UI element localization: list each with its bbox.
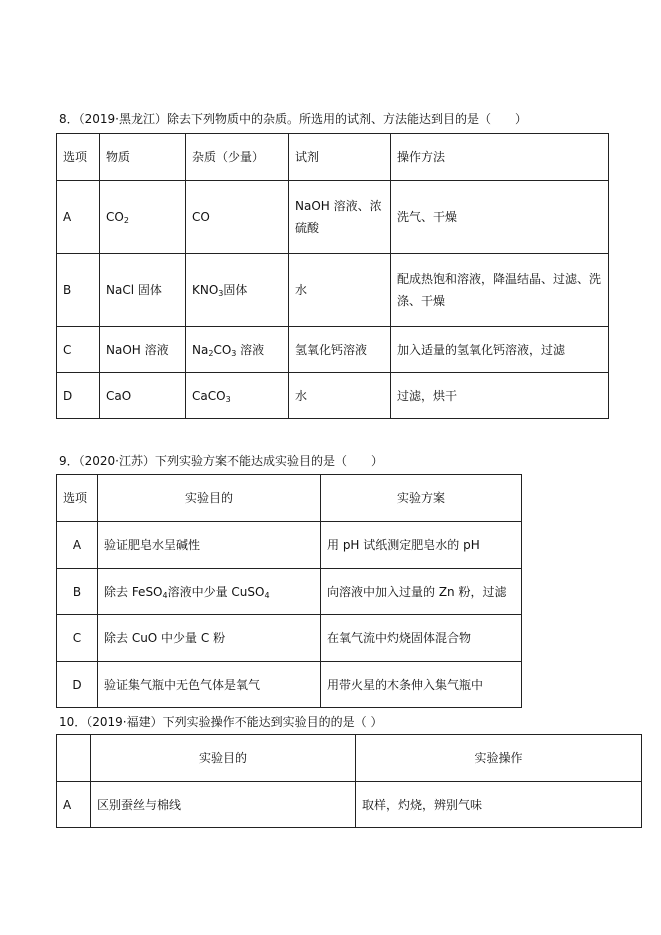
table-header-row <box>57 134 609 181</box>
substance-cell: CaO <box>100 373 186 419</box>
table-row <box>57 327 609 373</box>
option-cell: C <box>57 615 98 662</box>
header-cell <box>57 735 91 782</box>
option-cell: B <box>57 254 100 327</box>
option-cell: C <box>57 327 100 373</box>
option-cell: A <box>57 181 100 254</box>
option-cell: D <box>57 662 98 708</box>
goal-cell: 区别蚕丝与棉线 <box>91 782 356 828</box>
table-row <box>57 181 609 254</box>
method-cell: 加入适量的氢氧化钙溶液，过滤 <box>391 327 609 373</box>
table-header-row <box>57 735 642 782</box>
substance-cell: $CO_2$ <box>100 181 186 254</box>
header-cell: 物质 <box>100 134 186 181</box>
header-cell: 实验方案 <box>321 475 522 522</box>
header-cell: 操作方法 <box>391 134 609 181</box>
header-cell: 实验操作 <box>356 735 642 782</box>
question-9-table <box>56 474 522 708</box>
plan-cell: 用 pH 试纸测定肥皂水的 pH <box>321 522 522 569</box>
impurity-cell: CO <box>186 181 289 254</box>
question-9-title: 9．（2020·江苏）下列实验方案不能达成实验目的是（ ） <box>59 454 383 468</box>
goal-cell: 除去 FeSO$_4$溶液中少量 CuSO$_4$ <box>98 569 321 615</box>
impurity-cell: CaCO$_3$ <box>186 373 289 419</box>
operation-cell: 取样，灼烧，辨别气味 <box>356 782 642 828</box>
method-cell: 洗气、干燥 <box>391 181 609 254</box>
goal-cell: 验证肥皂水呈碱性 <box>98 522 321 569</box>
plan-cell: 用带火星的木条伸入集气瓶中 <box>321 662 522 708</box>
table-row <box>57 373 609 419</box>
plan-cell: 向溶液中加入过量的 Zn 粉，过滤 <box>321 569 522 615</box>
option-cell: A <box>57 522 98 569</box>
goal-cell: 除去 CuO 中少量 C 粉 <box>98 615 321 662</box>
header-cell: 试剂 <box>289 134 391 181</box>
impurity-cell: $KNO_3$固体 <box>186 254 289 327</box>
option-cell: A <box>57 782 91 828</box>
header-cell: 选项 <box>57 475 98 522</box>
reagent-cell: 水 <box>289 373 391 419</box>
reagent-cell: NaOH 溶液、浓硫酸 <box>289 181 391 254</box>
question-10-title: 10．（2019·福建）下列实验操作不能达到实验目的的是（ ） <box>59 715 383 729</box>
question-10-table <box>56 734 642 828</box>
header-cell: 杂质（少量） <box>186 134 289 181</box>
table-row <box>57 254 609 327</box>
goal-cell: 验证集气瓶中无色气体是氧气 <box>98 662 321 708</box>
reagent-cell: 水 <box>289 254 391 327</box>
option-cell: B <box>57 569 98 615</box>
header-cell: 选项 <box>57 134 100 181</box>
substance-cell: NaCl 固体 <box>100 254 186 327</box>
table-row <box>57 782 642 828</box>
table-row <box>57 522 522 569</box>
table-row <box>57 615 522 662</box>
substance-cell: NaOH 溶液 <box>100 327 186 373</box>
header-cell: 实验目的 <box>91 735 356 782</box>
header-cell: 实验目的 <box>98 475 321 522</box>
reagent-cell: 氢氧化钙溶液 <box>289 327 391 373</box>
method-cell: 配成热饱和溶液，降温结晶、过滤、洗涤、干燥 <box>391 254 609 327</box>
impurity-cell: $Na_2CO_3$ 溶液 <box>186 327 289 373</box>
plan-cell: 在氧气流中灼烧固体混合物 <box>321 615 522 662</box>
table-row <box>57 569 522 615</box>
method-cell: 过滤，烘干 <box>391 373 609 419</box>
option-cell: D <box>57 373 100 419</box>
question-8-table <box>56 133 609 419</box>
table-row <box>57 662 522 708</box>
table-header-row <box>57 475 522 522</box>
question-8-title: 8．（2019·黑龙江）除去下列物质中的杂质。所选用的试剂、方法能达到目的是（ ） <box>59 112 527 126</box>
